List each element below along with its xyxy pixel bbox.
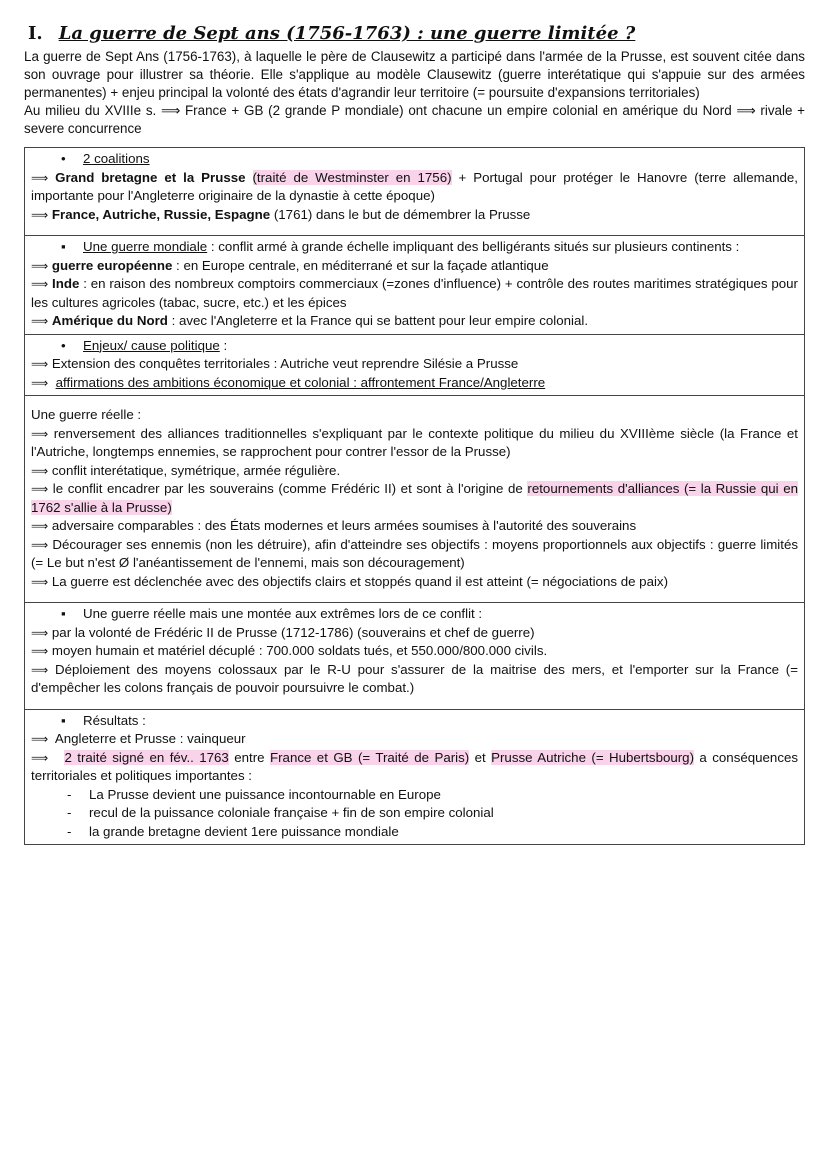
arrow-icon: ⟹ xyxy=(31,207,49,222)
arrow-icon: ⟹ xyxy=(31,277,49,291)
arrow-icon: ⟹ xyxy=(31,258,49,273)
highlight: retournements d'alliances (= la Russie qui en 1762 s'allie à la Prusse) xyxy=(31,481,799,515)
section-heading: La guerre de Sept ans (1756-1763) : une guerre limitée ? xyxy=(58,23,636,44)
arrow-icon: ⟹ xyxy=(31,426,49,441)
highlight: Prusse Autriche (= Hubertsbourg) xyxy=(491,749,695,765)
arrow-icon: ⟹ xyxy=(31,625,49,640)
section-title xyxy=(28,22,805,46)
arrow-icon: ⟹ xyxy=(31,662,49,677)
box-line: ⟹ renversement des alliances traditionnelles s'expliquant par le contexte politique du milieu du XVIIIème siècle (la France et l'Autriche, longtemps ennemies, se rapprochent pour contrer l'essor de la Prusse) xyxy=(31,425,799,459)
arrow-icon: ⟹ xyxy=(31,644,49,658)
arrow-icon: ⟹ xyxy=(31,463,49,478)
box-line: ⟹ La guerre est déclenchée avec des objectifs clairs et stoppés quand il est atteint (= négociations de paix) xyxy=(31,573,668,589)
highlight: 2 traité signé en fév.. 1763 xyxy=(64,749,229,765)
box-line: ⟹ Déploiement des moyens colossaux par le R-U pour s'assurer de la maitrise des mers, et l'emporter sur la France (= d'empêcher les colons français de pouvoir poursuivre le combat.) xyxy=(31,661,798,695)
box-heading: ▪ Une guerre mondiale : conflit armé à grande échelle impliquant des belligérants situés sur plusieurs continents : xyxy=(31,238,798,257)
notes-table xyxy=(24,147,805,845)
arrow-icon: ⟹ xyxy=(31,750,49,765)
box-heading: Une guerre réelle : xyxy=(31,407,142,422)
intro-paragraph: La guerre de Sept Ans (1756-1763), à laquelle le père de Clausewitz a participé dans l'armée de la Prusse, est souvent citée dans son ouvrage pour illustrer sa théorie. Elle s'applique au modèle Clausewitz (guerre interétatique qui s'appuie sur des armées permanentes) + enjeu principal la volonté des états d'agrandir leur territoire (= poursuite d'expansions territoriales) xyxy=(24,49,805,100)
box-enjeux xyxy=(25,334,804,396)
box-heading: • Enjeux/ cause politique : xyxy=(31,337,798,356)
box-montee-extremes xyxy=(25,602,804,709)
arrow-icon: ⟹ xyxy=(31,170,49,185)
box-line: ⟹ Inde : en raison des nombreux comptoirs commerciaux (=zones d'influence) + contrôle des routes maritimes stratégiques pour les cultures agricoles (tabac, sucre, etc.) et les épices xyxy=(31,276,798,310)
box-resultats xyxy=(25,709,804,845)
box-heading: • 2 coalitions xyxy=(31,150,798,169)
box-line: ⟹ Grand bretagne et la Prusse (traité de Westminster en 1756) + Portugal pour protéger le Hanovre (terre allemande, importante pour l'Angleterre originaire de la dynastie à cette époque) xyxy=(31,169,798,203)
box-line: ⟹ par la volonté de Frédéric II de Prusse (1712-1786) (souverains et chef de guerre) xyxy=(31,624,535,640)
arrow-icon: ⟹ xyxy=(31,357,49,371)
arrow-icon: ⟹ xyxy=(31,732,49,746)
box-line: ⟹ moyen humain et matériel décuplé : 700.000 soldats tués, et 550.000/800.000 civils. xyxy=(31,643,548,658)
box-line: ⟹ guerre européenne : en Europe centrale, en méditerrané et sur la façade atlantique xyxy=(31,257,549,273)
box-heading: ▪ Résultats : xyxy=(31,712,798,731)
section-number: I. xyxy=(28,23,43,44)
page xyxy=(24,22,805,845)
box-guerre-mondiale xyxy=(25,235,804,334)
arrow-icon: ⟹ xyxy=(31,574,49,589)
arrow-icon: ⟹ xyxy=(31,375,49,390)
arrow-icon: ⟹ xyxy=(31,537,49,552)
box-line: ⟹ Amérique du Nord : avec l'Angleterre et la France qui se battent pour leur empire colonial. xyxy=(31,313,589,328)
box-coalitions xyxy=(25,148,804,235)
box-line: ⟹ affirmations des ambitions économique et colonial : affrontement France/Angleterre xyxy=(31,374,546,390)
box-guerre-reelle xyxy=(25,395,804,602)
list-item: - recul de la puissance coloniale française + fin de son empire colonial xyxy=(31,804,798,823)
intro-paragraph-2: Au milieu du XVIIIe s. ⟹ France + GB (2 grande P mondiale) ont chacune un empire colonial en amérique du Nord ⟹ rivale + severe concurrence xyxy=(24,103,805,136)
box-line: ⟹ France, Autriche, Russie, Espagne (1761) dans le but de démembrer la Prusse xyxy=(31,206,531,222)
box-line: ⟹ 2 traité signé en fév.. 1763 entre France et GB (= Traité de Paris) et Prusse Autriche (= Hubertsbourg) a conséquences territoriales et politiques importantes : xyxy=(31,749,799,783)
box-line: ⟹ conflit interétatique, symétrique, armée régulière. xyxy=(31,462,341,478)
list-item: - La Prusse devient une puissance incontournable en Europe xyxy=(31,786,798,805)
list-item: - la grande bretagne devient 1ere puissance mondiale xyxy=(31,823,798,842)
box-line: ⟹ le conflit encadrer par les souverains (comme Frédéric II) et sont à l'origine de retournements d'alliances (= la Russie qui en 1762 s'allie à la Prusse) xyxy=(31,481,799,515)
box-line: ⟹ adversaire comparables : des États modernes et leurs armées soumises à l'autorité des souverains xyxy=(31,518,637,533)
highlight: (traité de Westminster en 1756) xyxy=(252,169,452,185)
box-line: ⟹ Angleterre et Prusse : vainqueur xyxy=(31,731,246,746)
arrow-icon: ⟹ xyxy=(31,482,49,496)
box-line: ⟹ Extension des conquêtes territoriales : Autriche veut reprendre Silésie a Prusse xyxy=(31,356,519,371)
arrow-icon: ⟹ xyxy=(31,519,49,533)
box-heading: ▪ Une guerre réelle mais une montée aux extrêmes lors de ce conflit : xyxy=(31,605,798,624)
highlight: France et GB (= Traité de Paris) xyxy=(270,749,470,765)
arrow-icon: ⟹ xyxy=(31,314,49,328)
box-line: ⟹ Décourager ses ennemis (non les détruire), afin d'atteindre ses objectifs : moyens proportionnels aux objectifs : guerre limités (= Le but n'est Ø l'anéantissement de l'ennemi, mais son découragement) xyxy=(31,536,799,570)
